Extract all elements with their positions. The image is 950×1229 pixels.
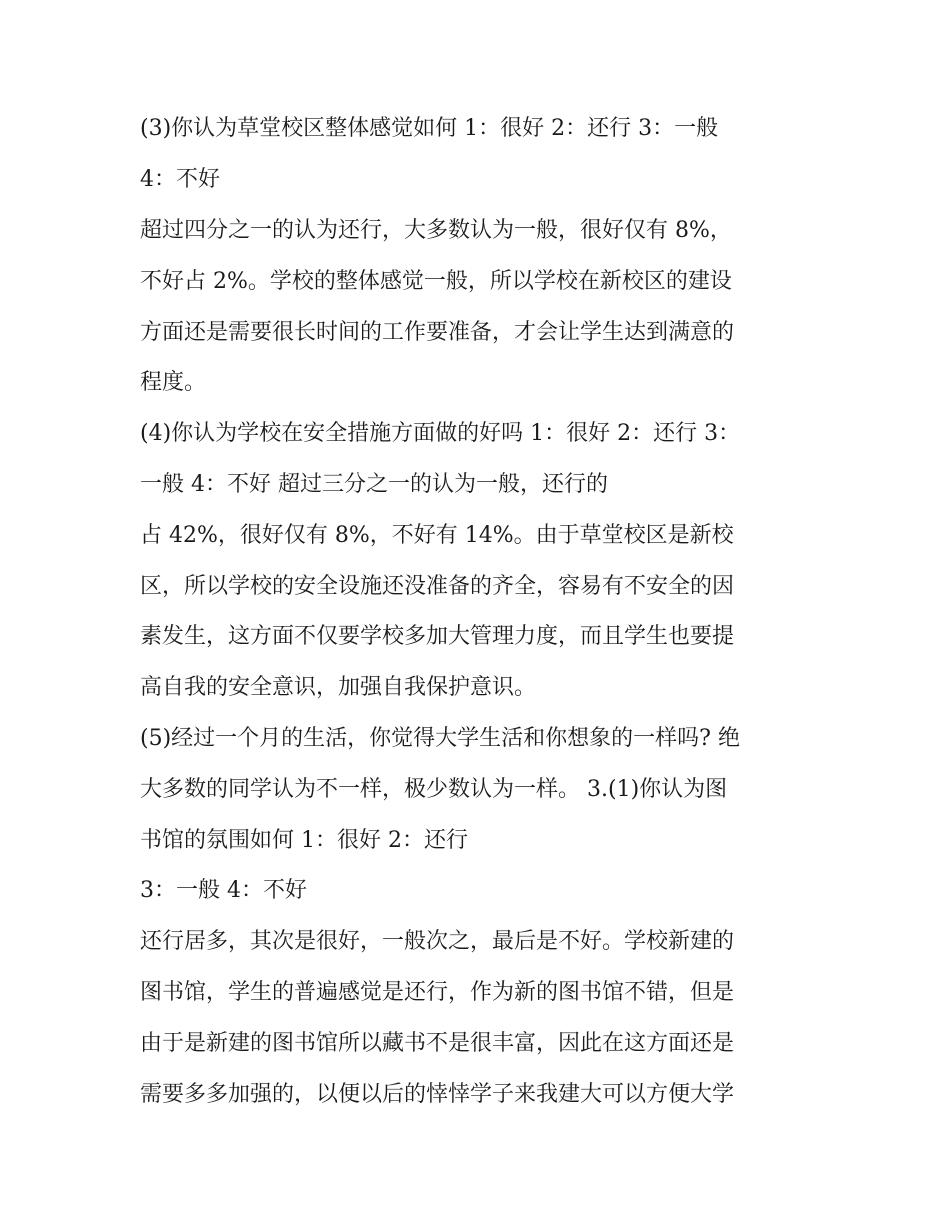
- text-line: 大多数的同学认为不一样，极少数认为一样。 3.(1)你认为图: [140, 777, 728, 802]
- text-line: 方面还是需要很长时间的工作要准备，才会让学生达到满意的: [140, 320, 735, 345]
- text-line: 书馆的氛围如何 1：很好 2：还行: [140, 828, 468, 853]
- text-line: 由于是新建的图书馆所以藏书不是很丰富，因此在这方面还是: [140, 1031, 735, 1056]
- text-line: (3)你认为草堂校区整体感觉如何 1：很好 2：还行 3：一般: [140, 116, 719, 141]
- text-line: 还行居多，其次是很好，一般次之，最后是不好。学校新建的: [140, 929, 735, 954]
- text-line: 图书馆，学生的普遍感觉是还行，作为新的图书馆不错，但是: [140, 980, 735, 1005]
- text-line: 需要多多加强的，以便以后的悻悻学子来我建大可以方便大学: [140, 1082, 735, 1107]
- text-line: 不好占 2%。学校的整体感觉一般，所以学校在新校区的建设: [140, 269, 732, 294]
- text-line: (5)经过一个月的生活，你觉得大学生活和你想象的一样吗? 绝: [140, 726, 740, 751]
- text-line: 超过四分之一的认为还行，大多数认为一般，很好仅有 8%，: [140, 218, 732, 243]
- text-line: (4)你认为学校在安全措施方面做的好吗 1：很好 2：还行 3：: [140, 421, 741, 446]
- text-line: 素发生，这方面不仅要学校多加大管理力度，而且学生也要提: [140, 624, 735, 649]
- text-line: 程度。: [140, 370, 207, 395]
- text-line: 一般 4：不好 超过三分之一的认为一般，还行的: [140, 472, 608, 497]
- text-line: 4：不好: [140, 167, 220, 192]
- text-line: 占 42%，很好仅有 8%，不好有 14%。由于草堂校区是新校: [140, 523, 734, 548]
- text-line: 3：一般 4：不好: [140, 878, 307, 903]
- text-line: 高自我的安全意识，加强自我保护意识。: [140, 675, 537, 700]
- text-line: 区，所以学校的安全设施还没准备的齐全，容易有不安全的因: [140, 574, 735, 599]
